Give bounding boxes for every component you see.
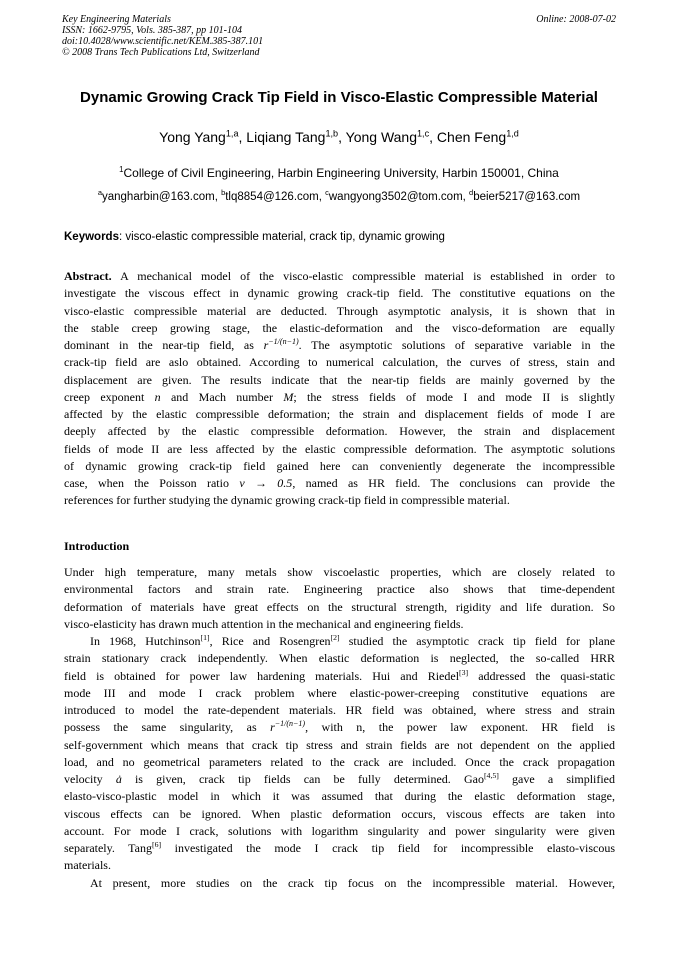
abstract-line: deeply affected by the elastic compressible deformation. However, the strain and displacement xyxy=(64,424,615,439)
intro-line: load, and no geometrical parameters related to the crack are included. Once the crack propagation xyxy=(64,754,615,769)
citation[interactable]: [4,5] xyxy=(483,771,499,780)
math-variable: M xyxy=(283,389,294,404)
doi-line: doi:10.4028/www.scientific.net/KEM.385-387.101 xyxy=(62,36,264,47)
abstract xyxy=(64,268,615,510)
author-list: Yong Yang$^{1,a}$, Liqiang Tang$^{1,b}$, Yong Wang$^{1,c}$, Chen Feng$^{1,d}$ xyxy=(159,128,519,145)
copyright-line: © 2008 Trans Tech Publications Ltd, Switzerland xyxy=(62,47,260,58)
online-date: Online: 2008-07-02 xyxy=(536,14,616,25)
abstract-line: the stable creep growing stage, the elastic-deformation and the visco-deformation are equally xyxy=(64,320,615,335)
abstract-line: fields of mode II are less affected by the elastic compressible deformation. The asymptotic solutions xyxy=(64,441,615,456)
section-heading-introduction: Introduction xyxy=(64,539,130,553)
abstract-line: affected by the elastic compressible deformation; the strain and displacement fields of mode I are xyxy=(64,407,615,421)
author-affil-mark: 1,a xyxy=(225,128,239,139)
abstract-line: Abstract. A mechanical model of the visco-elastic compressible material is established in order to xyxy=(64,269,615,283)
affiliation-text: College of Civil Engineering, Harbin Engineering University, Harbin 150001, China xyxy=(123,166,559,180)
abstract-line: displacement are given. The results indicate that the near-tip fields are mainly governed by the xyxy=(64,372,615,387)
intro-line: possess the same singularity, as $r^{-1/(n-1)}$, with n, the power law exponent. HR field is xyxy=(64,719,615,735)
abstract-line: of dynamic growing crack-tip field gained here can conveniently degenerate the incompressible xyxy=(64,458,615,473)
abstract-label: Abstract. xyxy=(64,269,112,283)
author-affil-mark: 1,c xyxy=(417,128,430,139)
affiliation-mark: 1 xyxy=(119,165,124,174)
intro-line: visco-elasticity has drawn much attention in the mechanical and engineering fields. xyxy=(64,616,464,631)
author-name: Yong Yang xyxy=(159,129,226,145)
paper-title: Dynamic Growing Crack Tip Field in Visco-Elastic Compressible Material xyxy=(80,89,598,106)
intro-line: deformation of materials have great effects on the structural strength, rigidity and life duration. So xyxy=(64,599,615,614)
abstract-line: case, when the Poisson ratio ν → 0.5, named as HR field. The conclusions can provide the xyxy=(64,476,616,490)
email-address[interactable]: tlq8854@126.com xyxy=(225,191,319,203)
journal-name: Key Engineering Materials xyxy=(62,14,171,25)
journal-header xyxy=(62,14,616,58)
math-expression: $r^{-1/(n-1)}$ xyxy=(270,719,306,735)
abstract-line: crack-tip field are aslo obtained. According to numerical calculation, the curves of stress, stain and xyxy=(64,355,615,370)
intro-line: environmental factors and strain rate. Engineering practice also shows that time-dependent xyxy=(64,582,615,597)
abstract-line: references for further studying the dynamic growing crack-tip field in compressible material. xyxy=(64,493,510,508)
email-address[interactable]: beier5217@163.com xyxy=(473,191,581,203)
intro-line: velocity ȧ is given, crack tip fields can be fully determined. Gao[4,5] gave a simplified xyxy=(64,771,616,786)
citation[interactable]: [2] xyxy=(330,633,340,642)
intro-line: strain stationary crack independently. When elastic deformation is neglected, the so-called HRR xyxy=(64,651,615,666)
abstract-line: dominant in the near-tip field, as $r^{-1/(n-1)}$. The asymptotic solutions of separative variable in the xyxy=(64,337,615,352)
author-affil-mark: 1,d xyxy=(506,128,519,139)
intro-line: mode III and mode I crack problem where elastic-power-creeping constitutive equations are xyxy=(64,685,615,700)
author-name: Yong Wang xyxy=(345,129,417,145)
email-address[interactable]: yangharbin@163.com xyxy=(102,191,215,203)
math-variable: n xyxy=(154,389,161,404)
citation[interactable]: [3] xyxy=(459,667,469,677)
citation[interactable]: [6] xyxy=(152,840,162,849)
email-mark: d xyxy=(469,188,474,198)
intro-line: materials. xyxy=(64,858,111,873)
introduction-body xyxy=(64,564,615,892)
keywords-text: : visco-elastic compressible material, crack tip, dynamic growing xyxy=(118,231,445,243)
intro-line: account. For mode I crack, solutions with logarithm singularity and power singularity were given xyxy=(64,823,615,838)
intro-line: Under high temperature, many metals show viscoelastic properties, which are closely related to xyxy=(64,565,615,579)
abstract-line: investigate the viscous effect in dynamic growing crack-tip field. The constitutive equations on the xyxy=(64,286,615,301)
abstract-line: creep exponent n and Mach number M; the stress fields of mode I and mode II is slightly xyxy=(64,389,615,404)
math-variable: ȧ xyxy=(115,772,122,786)
affiliation xyxy=(40,166,638,180)
math-expression: $r^{-1/(n-1)}$ xyxy=(263,337,299,352)
intro-line: elasto-visco-plastic model in which it was assumed that during the elastic deformation stage, xyxy=(64,789,615,804)
intro-line: At present, more studies on the crack tip focus on the incompressible material. However, xyxy=(90,875,615,890)
email-mark: b xyxy=(221,188,226,198)
intro-line: In 1968, Hutchinson[1], Rice and Rosengren[2] studied the asymptotic crack tip field for plane xyxy=(90,633,616,648)
keywords xyxy=(64,231,616,243)
intro-line: separately. Tang[6] investigated the mode I crack tip field for incompressible elasto-viscous xyxy=(64,840,615,855)
author-affil-mark: 1,b xyxy=(325,128,339,139)
author-name: Liqiang Tang xyxy=(246,129,326,145)
intro-line: viscous effects can be ignored. When plastic deformation occurs, viscous effects are taken into xyxy=(64,806,615,821)
keywords-label: Keywords xyxy=(64,231,119,243)
email-mark: a xyxy=(97,188,102,198)
math-expression: ν → 0.5 xyxy=(239,476,293,490)
author-name: Chen Feng xyxy=(436,129,507,145)
intro-line: introduced to model the rate-dependent materials. HR field was obtained, where stress and strain xyxy=(64,703,615,717)
abstract-line: visco-elastic compressible material are deducted. Through asymptotic analysis, it is shown that in xyxy=(64,303,615,318)
issn-line: ISSN: 1662-9795, Vols. 385-387, pp 101-104 xyxy=(62,25,242,36)
email-address[interactable]: wangyong3502@tom.com xyxy=(328,191,463,203)
email-mark: c xyxy=(325,188,329,198)
intro-line: self-government which means that crack tip stress and strain fields are not dependent on the applied xyxy=(64,737,615,752)
author-emails: $^a$yangharbin@163.com, $^b$tlq8854@126.com, $^c$wangyong3502@tom.com, $^d$beier5217@163.com xyxy=(97,188,581,203)
citation[interactable]: [1] xyxy=(200,633,210,642)
intro-line: field is obtained for power law hardening materials. Hui and Riedel[3] addressed the quasi-static xyxy=(64,667,616,683)
